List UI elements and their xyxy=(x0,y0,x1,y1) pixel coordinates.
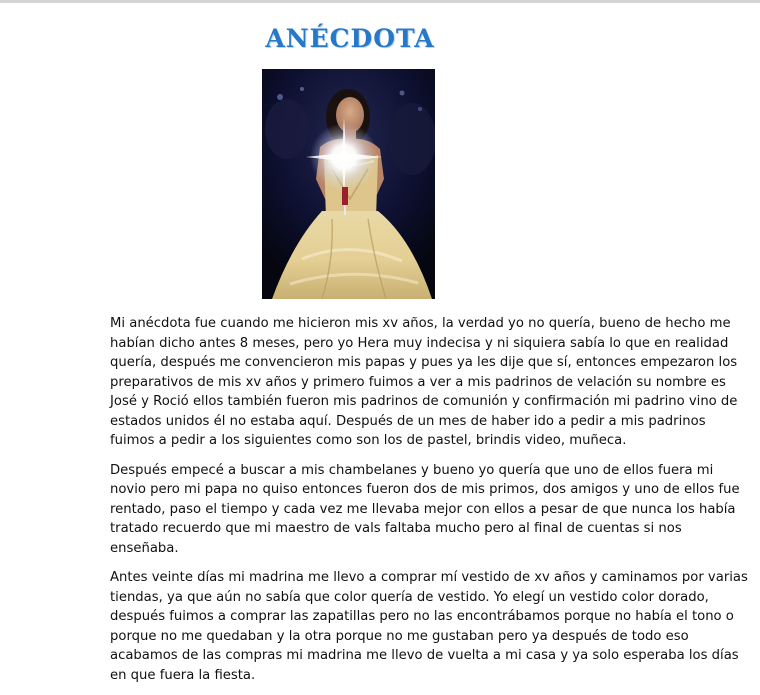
text-line: porque no me quedaban y la otra porque no me gustaban pero ya después de todo eso xyxy=(110,628,689,644)
text-line: tiendas, ya que aún no sabía que color quería de vestido. Yo elegí un vestido color dorado, xyxy=(110,589,709,605)
text-line: Después empecé a buscar a mis chambelanes y bueno yo quería que uno de ellos fuera mi xyxy=(110,462,714,478)
text-line: Mi anécdota fue cuando me hicieron mis xv años, la verdad yo no quería, bueno de hecho me xyxy=(110,316,731,331)
text-line: preparativos de mis xv años y primero fuimos a ver a mis padrinos de velación su nombre es xyxy=(110,374,726,390)
paragraph-3 xyxy=(110,568,748,685)
page-top-edge xyxy=(0,0,760,3)
paragraph-1 xyxy=(110,314,738,451)
text-line: fuimos a pedir a los siguientes como son los de pastel, brindis video, muñeca. xyxy=(110,433,627,448)
text-line: Antes veinte días mi madrina me llevo a comprar mí vestido de xv años y caminamos por varias xyxy=(110,570,748,585)
text-line: después fuimos a comprar las zapatillas pero no las encontrábamos porque no había el tono o xyxy=(110,609,734,624)
text-line: rentado, paso el tiempo y cada vez me llevaba mejor con ellos a pesar de que nunca los había xyxy=(110,501,736,517)
quinceanera-photo xyxy=(262,69,435,299)
text-line: novio pero mi papa no quiso entonces fueron dos de mis primos, dos amigos y uno de ellos fue xyxy=(110,482,740,497)
text-line: tratado recuerdo que mi maestro de vals faltaba mucho pero al final de cuentas si nos xyxy=(110,521,682,536)
text-line: habían dicho antes 8 meses, pero yo Hera muy indecisa y ni siquiera sabía lo que en realidad xyxy=(110,335,729,351)
text-line: acabamos de las compras mi madrina me llevo de vuelta a mi casa y ya solo esperaba los días xyxy=(110,648,739,663)
document-body xyxy=(110,314,748,695)
text-line: enseñaba. xyxy=(110,540,179,556)
text-line: José y Roció ellos también fueron mis padrinos de comunión y confirmación mi padrino vino de xyxy=(110,394,738,409)
text-line: en que fuera la fiesta. xyxy=(110,667,256,683)
paragraph-2 xyxy=(110,461,740,559)
text-line: estados unidos él no estaba aquí. Después de un mes de haber ido a pedir a mis padrinos xyxy=(110,413,706,429)
document-title: ANÉCDOTA xyxy=(265,24,435,53)
text-line: quería, después me convencieron mis papas y pues ya les dije que sí, entonces empezaron los xyxy=(110,355,738,370)
